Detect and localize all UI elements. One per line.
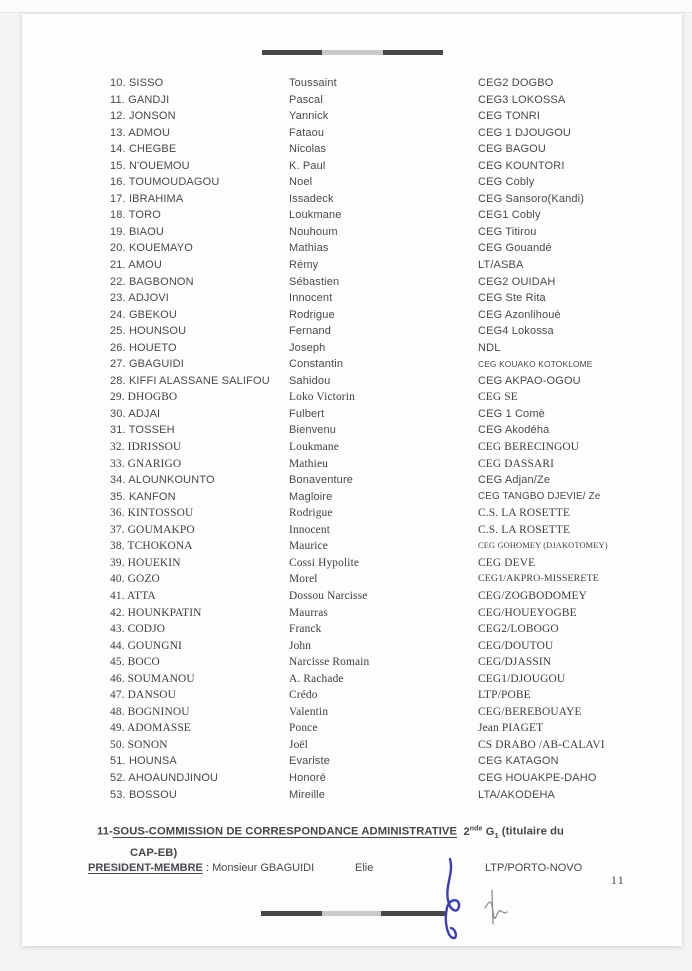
row-institution: CEG/DJASSIN [478,656,552,669]
row-number-surname: 19. BIAOU [110,225,164,238]
row-institution: CEG Gouandé [478,242,552,255]
row-institution: CEG GOHOMEY (DJAKOTOMEY) [478,541,608,551]
row-institution: CEG Azonlihouè [478,308,561,321]
row-first-name: A. Rachade [289,672,344,685]
table-row [110,174,676,191]
row-first-name: Sahidou [289,374,331,387]
separator-segment [381,911,445,916]
table-row [110,340,676,357]
table-row [110,638,676,655]
row-number-surname: 46. SOUMANOU [110,672,195,685]
row-number-surname: 18. TORO [110,209,161,222]
page-number: 11 [611,875,626,887]
table-row [110,406,676,423]
table-row [110,439,676,456]
row-number-surname: 51. HOUNSA [110,755,177,768]
table-row [110,787,676,804]
row-institution: CEG4 Lokossa [478,325,554,338]
row-institution: CEG TANGBO DJEVIE/ Ze [478,490,601,502]
row-number-surname: 14. CHEGBE [110,143,177,156]
row-number-surname: 20. KOUEMAYO [110,242,193,255]
section-number: 11- [97,825,113,838]
row-first-name: Mathias [289,242,329,255]
table-row [110,753,676,770]
row-number-surname: 42. HOUNKPATIN [110,606,202,619]
row-number-surname: 45. BOCO [110,656,160,669]
row-institution: CEG Cobly [478,176,535,189]
table-row [110,257,676,274]
table-row [110,654,676,671]
row-first-name: Rodrigue [289,507,333,520]
table-row [110,555,676,572]
row-first-name: Valentin [289,705,329,718]
table-row [110,240,676,257]
row-institution: CEG KOUNTORI [478,159,565,172]
row-number-surname: 40. GOZO [110,573,160,586]
row-number-surname: 39. HOUEKIN [110,556,181,569]
row-institution: CEG2 DOGBO [478,77,554,89]
row-first-name: Cossi Hypolite [289,556,360,569]
president-label: PRESIDENT-MEMBRE [88,862,203,874]
president-institution: LTP/PORTO-NOVO [485,862,583,874]
row-first-name: Nicolas [289,143,327,156]
row-first-name: Nouhoum [289,225,338,238]
row-first-name: Constantin [289,358,344,371]
table-row [110,274,676,291]
section-heading [97,821,642,861]
table-row [110,621,676,638]
row-institution: CEG/ZOGBODOMEY [478,589,588,602]
table-row [110,323,676,340]
table-row [110,141,676,158]
table-row [110,588,676,605]
row-institution: CS DRABO /AB-CALAVI [478,738,605,751]
row-institution: CEG/BEREBOUAYE [478,705,582,718]
row-first-name: Fernand [289,325,332,338]
table-row [110,737,676,754]
table-row [110,125,676,142]
row-number-surname: 10. SISSO [110,77,164,89]
row-first-name: John [289,639,312,652]
section-title-line2: CAP-EB) [130,846,178,859]
table-row [110,207,676,224]
row-institution: CEG DEVE [478,556,536,569]
table-row [110,538,676,555]
row-number-surname: 15. N'OUEMOU [110,159,190,172]
row-institution: CEG BERECINGOU [478,441,580,454]
row-first-name: Bienvenu [289,424,337,437]
row-institution: CEG KOUAKO KOTOKLOME [478,359,593,370]
row-first-name: Joël [289,738,308,751]
row-number-surname: 41. ATTA [110,589,156,602]
row-institution: CEG DASSARI [478,457,555,470]
table-row [110,356,676,373]
row-number-surname: 34. ALOUNKOUNTO [110,474,215,487]
row-number-surname: 50. SONON [110,738,168,751]
table-row [110,687,676,704]
row-first-name: Joseph [289,341,326,354]
section-title: SOUS-COMMISSION DE CORRESPONDANCE ADMINISTRATIVE [112,825,458,838]
president-separator: : [202,862,213,874]
row-number-surname: 43. CODJO [110,623,166,636]
section-grade: 2nde $G_1$ [463,825,499,840]
table-row [110,704,676,721]
row-first-name: Evariste [289,755,330,768]
table-row [110,307,676,324]
row-number-surname: 27. GBAGUIDI [110,358,184,371]
row-first-name: Crédo [289,689,318,702]
table-row [110,770,676,787]
row-institution: CEG Sansoro(Kandi) [478,192,585,205]
row-number-surname: 25. HOUNSOU [110,325,187,338]
row-institution: CEG TONRI [478,110,541,123]
row-number-surname: 38. TCHOKONA [110,540,193,553]
row-institution: CEG 1 DJOUGOU [478,126,572,139]
row-first-name: Dossou Narcisse [289,589,368,602]
table-row [110,108,676,125]
row-number-surname: 44. GOUNGNI [110,639,182,652]
row-number-surname: 12. JONSON [110,110,176,123]
row-institution: CEG SE [478,391,518,404]
section-tail: (titulaire du [501,825,564,838]
table-row [110,389,676,406]
row-institution: CEG1 Cobly [478,209,541,222]
row-first-name: Toussaint [289,77,337,89]
member-list [110,75,676,803]
row-number-surname: 16. TOUMOUDAGOU [110,176,220,189]
row-first-name: Ponce [289,722,318,735]
table-row [110,505,676,522]
row-first-name: Franck [289,623,322,636]
row-number-surname: 22. BAGBONON [110,275,194,288]
president-line [88,862,668,876]
row-number-surname: 37. GOUMAKPO [110,523,195,536]
document-page [22,14,682,946]
row-number-surname: 32. IDRISSOU [110,441,182,454]
separator-segment [261,911,322,916]
row-number-surname: 21. AMOU [110,259,162,272]
row-first-name: Issadeck [289,192,334,205]
row-first-name: Pascal [289,93,323,106]
row-first-name: Honoré [289,771,326,784]
row-institution: CEG Akodéha [478,424,550,437]
row-number-surname: 31. TOSSEH [110,424,175,437]
table-row [110,422,676,439]
row-institution: LTP/POBE [478,689,531,702]
row-first-name: Rodrigue [289,308,335,321]
row-number-surname: 48. BOGNINOU [110,705,190,718]
separator-segment [262,50,322,55]
row-institution: LT/ASBA [478,259,524,272]
row-institution: CEG Titirou [478,225,537,238]
row-first-name: K. Paul [289,159,326,172]
table-row [110,456,676,473]
table-row [110,522,676,539]
row-first-name: Fulbert [289,407,325,420]
row-first-name: Rémy [289,259,319,272]
row-institution: CEG2 OUIDAH [478,275,556,288]
table-row [110,191,676,208]
row-first-name: Morel [289,573,318,586]
row-institution: NDL [478,341,501,354]
separator-segment [383,50,443,55]
table-row [110,671,676,688]
scan-background-strip [0,0,692,13]
row-first-name: Innocent [289,523,331,536]
row-institution: CEG/HOUEYOGBE [478,606,577,619]
row-institution: CEG 1 Comè [478,407,545,420]
separator-segment [322,50,383,55]
table-row [110,571,676,588]
table-row [110,224,676,241]
row-first-name: Noel [289,176,313,189]
row-institution: CEG3 LOKOSSA [478,93,566,106]
row-number-surname: 35. KANFON [110,490,176,503]
row-first-name: Bonaventure [289,474,354,487]
table-row [110,472,676,489]
row-institution: CEG BAGOU [478,143,546,156]
row-number-surname: 53. BOSSOU [110,788,177,801]
table-row [110,605,676,622]
row-number-surname: 33. GNARIGO [110,457,182,470]
row-number-surname: 49. ADOMASSE [110,722,191,735]
row-institution: C.S. LA ROSETTE [478,507,571,520]
row-number-surname: 17. IBRAHIMA [110,192,184,205]
row-first-name: Maurras [289,606,329,619]
row-number-surname: 29. DHOGBO [110,391,178,404]
row-first-name: Loukmane [289,441,339,454]
row-institution: C.S. LA ROSETTE [478,523,571,536]
row-first-name: Sébastien [289,275,340,288]
table-row [110,720,676,737]
row-number-surname: 28. KIFFI ALASSANE SALIFOU [110,374,270,387]
table-row [110,290,676,307]
row-institution: CEG1/AKPRO-MISSERETE [478,573,599,585]
row-number-surname: 36. KINTOSSOU [110,507,194,520]
row-first-name: Mathieu [289,457,329,470]
pen-mark [485,890,507,924]
row-institution: CEG Ste Rita [478,292,546,305]
row-number-surname: 52. AHOAUNDJINOU [110,771,219,784]
row-institution: CEG/DOUTOU [478,639,554,652]
row-institution: CEG HOUAKPE-DAHO [478,771,597,784]
row-number-surname: 11. GANDJI [110,93,170,106]
row-number-surname: 23. ADJOVI [110,292,169,305]
row-first-name: Innocent [289,292,333,305]
row-first-name: Yannick [289,110,329,123]
row-institution: CEG AKPAO-OGOU [478,374,581,387]
row-institution: CEG2/LOBOGO [478,623,559,636]
row-first-name: Loukmane [289,209,342,222]
row-institution: CEG KATAGON [478,755,559,768]
table-row [110,75,676,92]
row-number-surname: 47. DANSOU [110,689,177,702]
table-row [110,92,676,109]
separator-segment [322,911,381,916]
row-institution: CEG1/DJOUGOU [478,672,566,685]
row-first-name: Loko Victorin [289,391,355,404]
table-row [110,489,676,506]
row-number-surname: 13. ADMOU [110,126,171,139]
row-number-surname: 24. GBEKOU [110,308,177,321]
table-row [110,373,676,390]
row-first-name: Maurice [289,540,328,553]
president-first-name: Elie [355,862,374,874]
row-number-surname: 26. HOUETO [110,341,177,354]
president-name: Monsieur GBAGUIDI [212,862,315,874]
row-first-name: Mireille [289,788,326,801]
row-number-surname: 30. ADJAI [110,407,161,420]
row-first-name: Narcisse Romain [289,656,370,669]
row-institution: CEG Adjan/Ze [478,474,551,487]
row-institution: Jean PIAGET [478,722,544,735]
row-first-name: Magloire [289,490,333,503]
row-institution: LTA/AKODEHA [478,788,556,801]
table-row [110,158,676,175]
row-first-name: Fataou [289,126,325,139]
